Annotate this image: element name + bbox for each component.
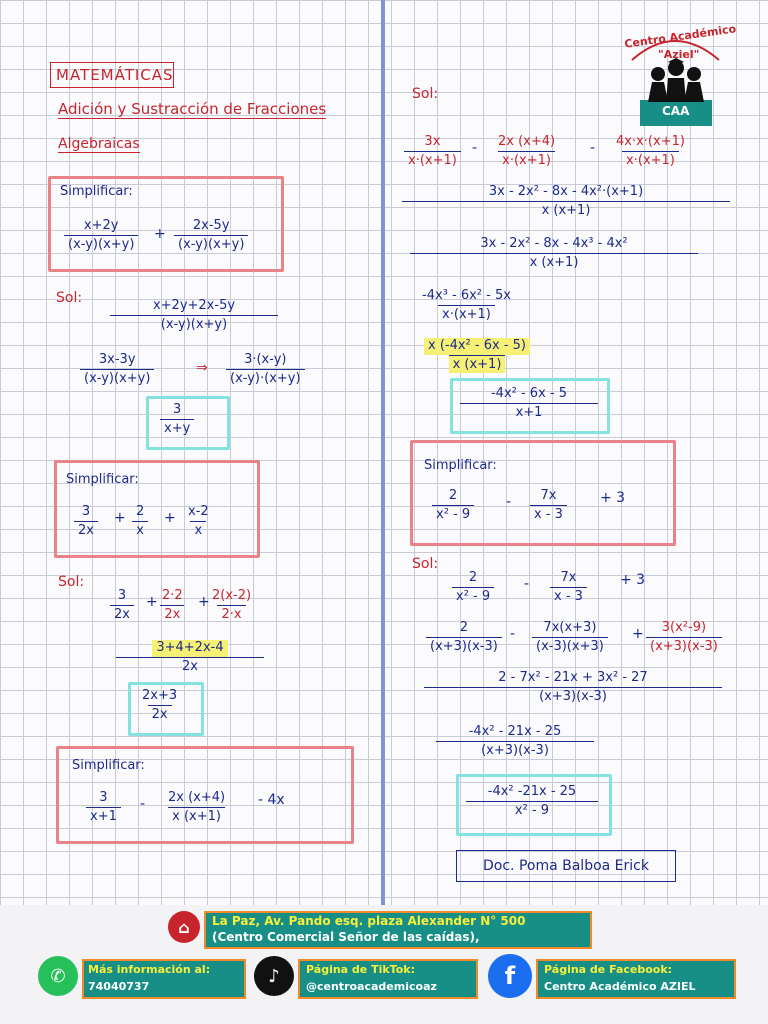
numerator: 2 xyxy=(448,488,458,503)
denominator: (x-y)(x+y) xyxy=(64,235,138,253)
tiktok-icon[interactable]: ♪ xyxy=(254,956,294,996)
numerator: 2 xyxy=(136,504,145,519)
numerator: 2x-5y xyxy=(192,218,230,233)
numerator: 3x - 2x² - 8x - 4x²·(x+1) xyxy=(488,184,644,199)
numerator: 2x (x+4) xyxy=(168,790,226,805)
numerator: -4x² - 21x - 25 xyxy=(468,724,562,739)
topic-line2: Algebraicas xyxy=(58,136,140,152)
operator: - xyxy=(472,140,478,156)
denominator: 2x xyxy=(116,657,264,675)
numerator: 3 xyxy=(99,790,108,805)
numerator: x+2y xyxy=(83,218,119,233)
numerator: 7x xyxy=(540,488,557,503)
logo-name-line1: Centro Académico xyxy=(623,22,737,51)
academy-logo xyxy=(618,22,737,130)
operator: - xyxy=(140,796,146,812)
exercise3-fraction2 xyxy=(164,790,229,825)
exercise1-label: Simplificar: xyxy=(60,184,133,199)
operator: + xyxy=(114,510,126,526)
solution4-combined3 xyxy=(646,620,722,655)
solution3-answer xyxy=(460,386,598,421)
facebook-label: Página de Facebook: xyxy=(544,963,673,976)
solution1-step2 xyxy=(80,352,154,387)
denominator: 2x xyxy=(160,605,184,623)
numerator: 2 xyxy=(459,620,469,635)
operator: - xyxy=(506,494,512,510)
logo-name-line2: "Aziel" xyxy=(658,48,700,61)
facebook-banner[interactable] xyxy=(536,959,736,999)
denominator: x xyxy=(132,521,148,539)
numerator: 3·(x-y) xyxy=(244,352,287,367)
denominator: x² - 9 xyxy=(466,801,598,819)
page-divider xyxy=(381,0,385,905)
numerator: x-2 xyxy=(188,504,209,519)
exercise2-label: Simplificar: xyxy=(66,472,139,487)
solution2-term1 xyxy=(110,588,134,623)
exercise2-fraction2 xyxy=(132,504,148,539)
exercise2-fraction3 xyxy=(184,504,213,539)
address-banner xyxy=(204,911,592,949)
solution1-step1 xyxy=(110,298,278,333)
numerator: 3 xyxy=(173,402,182,417)
numerator: x (-4x² - 6x - 5) xyxy=(424,338,530,355)
numerator: 7x xyxy=(560,570,577,585)
numerator: 7x(x+3) xyxy=(543,620,597,635)
exercise3-fraction1 xyxy=(86,790,121,825)
tiktok-label: Página de TikTok: xyxy=(306,963,415,976)
exercise4-fraction1 xyxy=(432,488,474,523)
solution4-term2 xyxy=(550,570,587,605)
denominator: x·(x+1) xyxy=(622,151,679,169)
numerator: 2x+3 xyxy=(142,688,178,703)
operator: + xyxy=(154,226,166,242)
solution4-row2 xyxy=(436,724,594,759)
solution3-term3 xyxy=(612,134,689,169)
denominator: x² - 9 xyxy=(432,505,474,523)
numerator: 2(x-2) xyxy=(212,588,252,603)
denominator: (x+3)(x-3) xyxy=(426,637,502,655)
numerator: 2 xyxy=(468,570,478,585)
denominator: (x-y)(x+y) xyxy=(80,369,154,387)
footer xyxy=(0,905,768,1024)
operator: + xyxy=(164,510,176,526)
facebook-name: Centro Académico AZIEL xyxy=(544,980,696,993)
exercise2-fraction1 xyxy=(74,504,98,539)
denominator: (x-3)(x+3) xyxy=(532,637,608,655)
numerator: 2 - 7x² - 21x + 3x² - 27 xyxy=(498,670,648,685)
exercise3-label: Simplificar: xyxy=(72,758,145,773)
exercise3-tail: - 4x xyxy=(258,792,285,808)
denominator: 2x xyxy=(74,521,98,539)
solution2-answer xyxy=(138,688,181,723)
implies-arrow: ⇒ xyxy=(196,360,208,376)
whatsapp-icon[interactable]: ✆ xyxy=(38,956,78,996)
numerator: -4x³ - 6x² - 5x xyxy=(422,288,511,303)
solution4-label: Sol: xyxy=(412,556,439,572)
denominator: x - 3 xyxy=(530,505,567,523)
denominator: (x-y)(x+y) xyxy=(174,235,248,253)
author-signature: Doc. Poma Balboa Erick xyxy=(456,850,676,882)
denominator: x+1 xyxy=(86,807,121,825)
solution2-step2 xyxy=(116,640,264,675)
exercise4-tail: + 3 xyxy=(600,490,626,506)
whatsapp-banner[interactable] xyxy=(82,959,246,999)
operator: + xyxy=(198,594,210,610)
denominator: x·(x+1) xyxy=(404,151,461,169)
denominator: x - 3 xyxy=(550,587,587,605)
numerator: 3x xyxy=(424,134,441,149)
denominator: x·(x+1) xyxy=(498,151,555,169)
solution4-combined1 xyxy=(426,620,502,655)
solution2-term2 xyxy=(158,588,187,623)
numerator: 3 xyxy=(117,588,127,603)
denominator: x (x+1) xyxy=(168,807,225,825)
numerator: 3 xyxy=(81,504,91,519)
denominator: x xyxy=(190,521,206,539)
numerator: 3x - 2x² - 8x - 4x³ - 4x² xyxy=(480,236,628,251)
operator: - xyxy=(524,576,530,592)
numerator: 2·2 xyxy=(162,588,183,603)
solution2-label: Sol: xyxy=(58,574,85,590)
solution3-row2 xyxy=(410,236,698,271)
numerator: x+2y+2x-5y xyxy=(152,298,236,313)
denominator: x (x+1) xyxy=(402,201,730,219)
numerator: -4x² - 6x - 5 xyxy=(490,386,567,401)
whatsapp-number: 74040737 xyxy=(88,980,150,993)
operator: + xyxy=(632,626,644,642)
logo-short: CAA xyxy=(662,104,690,118)
denominator: x (x+1) xyxy=(410,253,698,271)
denominator: (x+3)(x-3) xyxy=(436,741,594,759)
solution3-row4 xyxy=(424,338,530,373)
solution3-term1 xyxy=(404,134,461,169)
denominator: x·(x+1) xyxy=(438,305,495,323)
solution3-row3 xyxy=(418,288,515,323)
denominator: x² - 9 xyxy=(452,587,494,605)
numerator: 3(x²-9) xyxy=(661,620,707,635)
tiktok-handle: @centroacademicoaz xyxy=(306,980,437,993)
solution3-term2 xyxy=(494,134,559,169)
topic-line1: Adición y Sustracción de Fracciones xyxy=(58,100,327,118)
solution2-term3 xyxy=(208,588,255,623)
subject-title: MATEMÁTICAS xyxy=(56,66,174,84)
location-pin-icon: ⌂ xyxy=(168,911,200,943)
numerator: -4x² -21x - 25 xyxy=(487,784,577,799)
denominator: 2x xyxy=(110,605,134,623)
numerator: 3+4+2x-4 xyxy=(152,640,227,657)
facebook-icon[interactable]: f xyxy=(488,954,532,998)
operator: + xyxy=(146,594,158,610)
denominator: x (x+1) xyxy=(449,355,506,373)
solution1-label: Sol: xyxy=(56,290,83,306)
denominator: (x-y)(x+y) xyxy=(110,315,278,333)
whatsapp-label: Más información al: xyxy=(88,963,211,976)
denominator: (x+3)(x-3) xyxy=(646,637,722,655)
exercise4-label: Simplificar: xyxy=(424,458,497,473)
solution4-answer xyxy=(466,784,598,819)
solution3-label: Sol: xyxy=(412,86,439,102)
numerator: 3x-3y xyxy=(98,352,136,367)
address-line2: (Centro Comercial Señor de las caídas), xyxy=(212,930,480,944)
denominator: (x-y)·(x+y) xyxy=(226,369,305,387)
denominator: 2·x xyxy=(217,605,245,623)
exercise4-fraction2 xyxy=(530,488,567,523)
operator: - xyxy=(590,140,596,156)
solution1-step3 xyxy=(226,352,305,387)
numerator: 4x·x·(x+1) xyxy=(616,134,685,149)
exercise1-fraction1 xyxy=(64,218,138,253)
denominator: 2x xyxy=(148,705,172,723)
denominator: (x+3)(x-3) xyxy=(424,687,722,705)
numerator: 2x (x+4) xyxy=(498,134,556,149)
solution1-answer xyxy=(160,402,194,437)
exercise1-fraction2 xyxy=(174,218,248,253)
denominator: x+1 xyxy=(460,403,598,421)
operator: - xyxy=(510,626,516,642)
solution3-row1 xyxy=(402,184,730,219)
denominator: x+y xyxy=(160,419,194,437)
tiktok-banner[interactable] xyxy=(298,959,478,999)
address-line1: La Paz, Av. Pando esq. plaza Alexander N° 500 xyxy=(212,914,526,928)
solution4-tail: + 3 xyxy=(620,572,646,588)
solution4-combined2 xyxy=(532,620,608,655)
solution4-row1 xyxy=(424,670,722,705)
solution4-term1 xyxy=(452,570,494,605)
